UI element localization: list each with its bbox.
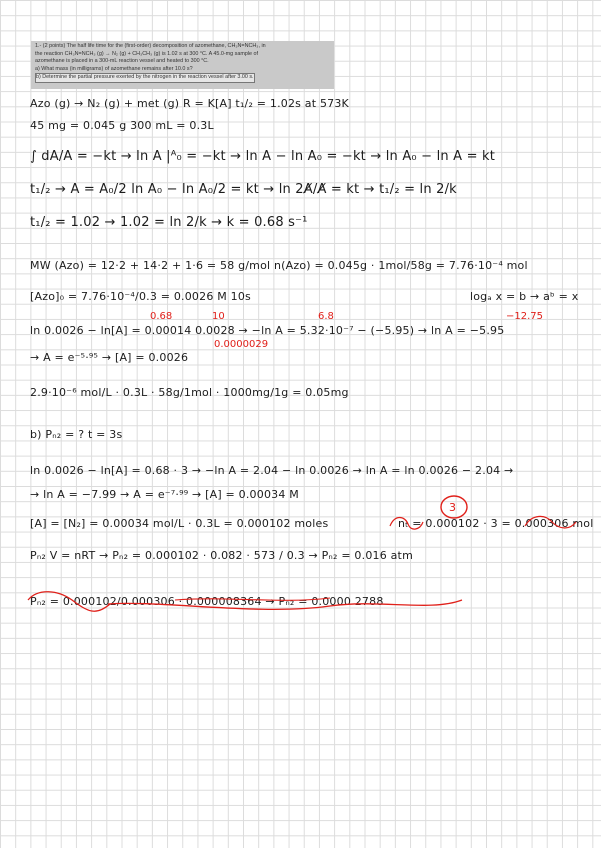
half-life-derivation: t₁/₂ → A = A₀/2 ln A₀ − ln A₀/2 = kt → ln 2A̸/A̸ = kt → t₁/₂ = ln 2/k [30,182,457,197]
correction-note: 0.0000029 [214,339,269,350]
part-b-log-line: ln 0.0026 − ln[A] = 0.68 · 3 → −ln A = 2.04 − ln 0.0026 → ln A = ln 0.0026 − 2.04 → [30,464,514,477]
integration-line: ∫ dA/A = −kt → ln A |ᴬ₀ = −kt → ln A − ln A₀ = −kt → ln A₀ − ln A = kt [30,149,496,164]
problem-line: azomethane is placed in a 300-mL reaction vessel and heated to 300 °C. [35,58,209,64]
total-moles-line: nₜ = 0.000102 · 3 = 0.000306 mol [398,517,594,530]
correction-note: 6.8 [318,311,334,322]
log-rule-note: logₐ x = b → aᵇ = x [470,290,579,303]
problem-statement [31,41,334,89]
circled-score: 3 [449,501,456,514]
correction-note: 10 [212,311,225,322]
problem-part-b: b) Determine the partial pressure exerted by the nitrogen in the reaction vessel after 3.00 s. [35,73,255,83]
moles-line: [A] = [N₂] = 0.00034 mol/L · 0.3L = 0.000102 moles [30,517,329,530]
problem-line: the reaction CH₃N=NCH₃ (g) → N₂ (g) + CH₃CH₃ (g) is 1.02 s at 300 °C. A 45.0-mg sample of [35,50,259,57]
problem-line: 1.- (2 points) The half life time for the (first-order) decomposition of azomethane, CH₃N=NCH₃, in [35,43,266,49]
initial-concentration-line: [Azo]₀ = 7.76·10⁻⁴/0.3 = 0.0026 M 10s [30,290,251,303]
problem-part-a: a) What mass (in milligrams) of azomethane remains after 10.0 s? [35,65,193,72]
correction-note: 0.68 [150,311,173,322]
units-line: 45 mg = 0.045 g 300 mL = 0.3L [30,119,214,132]
ideal-gas-line: Pₙ₂ V = nRT → Pₙ₂ = 0.000102 · 0.082 · 573 / 0.3 → Pₙ₂ = 0.016 atm [30,549,413,562]
reaction-line: Azo (g) → N₂ (g) + met (g) R = K[A] t₁/₂ = 1.02s at 573K [30,97,349,110]
log-solution-line: ln 0.0026 − ln[A] = 0.00014 0.0028 → −ln A = 5.32·10⁻⁷ − (−5.95) → ln A = −5.95 [30,324,505,337]
correction-note: −12.75 [506,311,544,322]
rate-constant-line: t₁/₂ = 1.02 → 1.02 = ln 2/k → k = 0.68 s⁻¹ [30,215,308,230]
mass-result-line: 2.9·10⁻⁶ mol/L · 0.3L · 58g/1mol · 1000mg/1g = 0.05mg [30,386,349,399]
exponential-line: → A = e⁻⁵·⁹⁵ → [A] = 0.0026 [30,351,189,364]
molar-mass-line: MW (Azo) = 12·2 + 14·2 + 1·6 = 58 g/mol n(Azo) = 0.045g · 1mol/58g = 7.76·10⁻⁴ mol [30,259,528,272]
partial-pressure-line: Pₙ₂ = 0.000102/0.000306 · 0.000008364 → Pₙ₂ = 0.0000 2788 [30,595,384,608]
part-b-concentration-line: → ln A = −7.99 → A = e⁻⁷·⁹⁹ → [A] = 0.00034 M [30,488,299,501]
part-b-heading: b) Pₙ₂ = ? t = 3s [30,428,123,441]
